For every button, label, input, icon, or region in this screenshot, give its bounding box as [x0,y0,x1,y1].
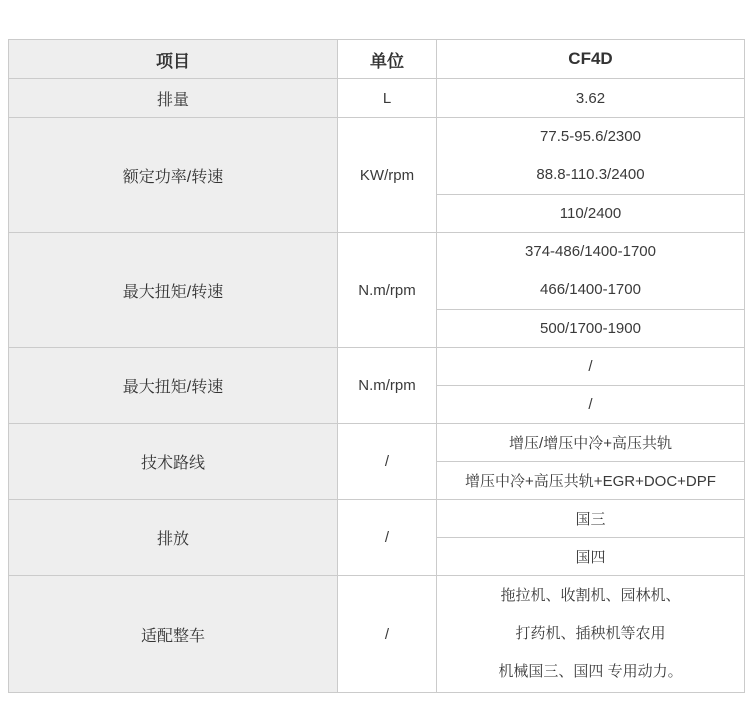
value-cell-tech-route-1: 增压/增压中冷+高压共轨 [437,424,745,462]
table-row [9,424,745,462]
table-row [9,348,745,386]
value-cell-max-torque-1b: 500/1700-1900 [437,310,745,348]
row-label-displacement: 排量 [9,79,338,118]
value-line: 374-486/1400-1700 [525,243,656,260]
table-row [9,79,745,118]
unit-cell-max-torque-2: N.m/rpm [338,348,437,424]
value-line: 88.8-110.3/2400 [536,166,645,183]
value-cell-max-torque-1a [437,233,745,310]
column-header-model: CF4D [437,40,745,79]
column-header-item: 项目 [9,40,338,79]
value-cell-max-torque-2a: / [437,348,745,386]
unit-cell-displacement: L [338,79,437,118]
value-line: 466/1400-1700 [540,281,641,298]
unit-cell-rated-power: KW/rpm [338,118,437,233]
value-cell-rated-power-1 [437,118,745,195]
value-cell-application [437,576,745,693]
row-label-max-torque-2: 最大扭矩/转速 [9,348,338,424]
engine-spec-table [8,39,745,693]
column-header-unit: 单位 [338,40,437,79]
value-line: 拖拉机、收割机、园林机、 [500,587,681,604]
row-label-tech-route: 技术路线 [9,424,338,500]
table-header-row [9,40,745,79]
value-line: 打药机、插秧机等农用 [515,625,666,642]
table-row [9,233,745,310]
value-line: 机械国三、国四 专用动力。 [498,663,683,680]
row-label-max-torque-1: 最大扭矩/转速 [9,233,338,348]
value-cell-rated-power-2: 110/2400 [437,195,745,233]
value-cell-max-torque-2b: / [437,386,745,424]
value-cell-emission-1: 国三 [437,500,745,538]
unit-cell-tech-route: / [338,424,437,500]
table-row [9,500,745,538]
unit-cell-emission: / [338,500,437,576]
value-line: 77.5-95.6/2300 [540,128,641,145]
unit-cell-application: / [338,576,437,693]
table-row [9,118,745,195]
value-cell-emission-2: 国四 [437,538,745,576]
table-row [9,576,745,693]
value-cell-tech-route-2: 增压中冷+高压共轨+EGR+DOC+DPF [437,462,745,500]
row-label-emission: 排放 [9,500,338,576]
unit-cell-max-torque-1: N.m/rpm [338,233,437,348]
row-label-rated-power: 额定功率/转速 [9,118,338,233]
value-cell-displacement: 3.62 [437,79,745,118]
row-label-application: 适配整车 [9,576,338,693]
